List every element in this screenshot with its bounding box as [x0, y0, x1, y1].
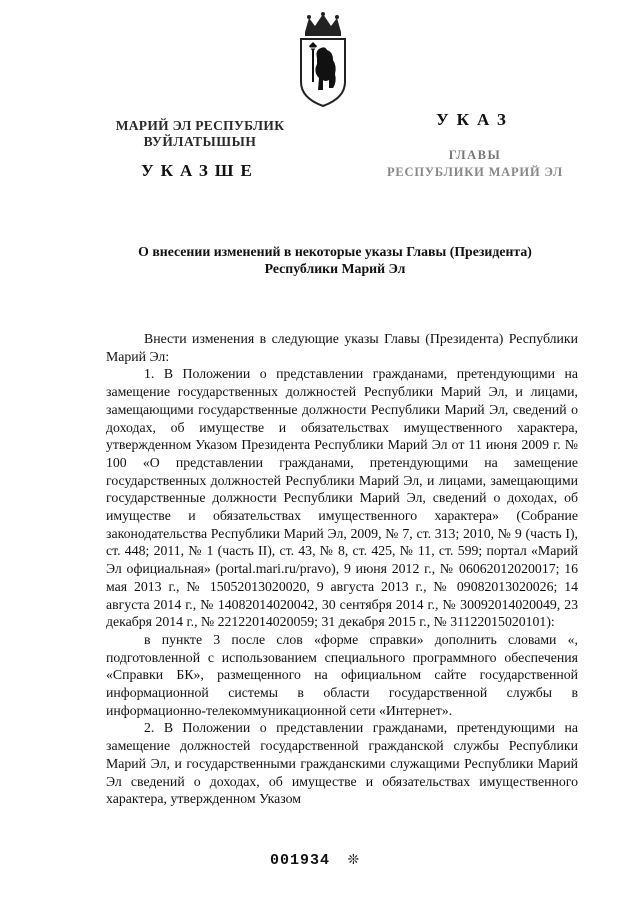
paragraph-item-1-change: в пункте 3 после слов «форме справки» дополнить словами «, подготовленной с использованием специального программного обеспечения «Справки БК», размещенного на официальном сайте государственной информационной системы в области государственной службы в информационно-телекоммуникационной сети «Интернет». [106, 631, 578, 718]
head-title-mari: ВУЙЛАТЫШЫН [143, 134, 257, 149]
document-title [100, 243, 570, 277]
decree-label: УКАЗ [436, 110, 514, 129]
decree-label-mari: УКАЗШЕ [141, 161, 259, 180]
serial-number-value: 001934 [270, 852, 331, 869]
asterisk-mark-icon: ❊ [348, 850, 360, 870]
head-title: ГЛАВЫ [448, 148, 502, 162]
title-line-1: О внесении изменений в некоторые указы Главы (Президента) [138, 244, 532, 259]
coat-of-arms-icon [295, 12, 351, 108]
republic-name-mari: МАРИЙ ЭЛ РЕСПУБЛИК [115, 118, 285, 133]
title-line-2: Республики Марий Эл [264, 261, 406, 276]
paragraph-item-2: 2. В Положении о представлении гражданами, претендующими на замещение должностей государственной гражданской службы Республики Марий Эл, и государственными гражданскими служащими Республики Марий Эл сведений о доходах, об имуществе и обязательствах имущественного характера, утвержденном Указом [106, 720, 578, 807]
document-body [106, 330, 578, 808]
left-header [90, 118, 310, 181]
republic-name: РЕСПУБЛИКИ МАРИЙ ЭЛ [386, 165, 564, 179]
serial-number [270, 848, 410, 870]
paragraph-intro: Внести изменения в следующие указы Главы (Президента) Республики Марий Эл: [106, 331, 578, 364]
right-header [360, 110, 590, 180]
paragraph-item-1: 1. В Положении о представлении гражданами, претендующими на замещение государственных должностей Республики Марий Эл, и лицами, замещающими государственные должности Республики Марий Эл, сведений о доходах, об имуществе и обязательствах имущественного характера, утвержденном Указом Президента Республики Марий Эл от 11 июня 2009 г. № 100 «О представлении гражданами, претендующими на замещение государственных должностей Республики Марий Эл, и лицами, замещающими государственные должности Республики Марий Эл, сведений о доходах, об имуществе и обязательствах имущественного характера» (Собрание законодательства Республики Марий Эл, 2009, № 7, ст. 313; 2010, № 9 (часть I), ст. 448; 2011, № 1 (часть II), ст. 43, № 8, ст. 425, № 11, ст. 599; портал «Марий Эл официальная» (portal.mari.ru/pravo), 9 июня 2012 г., № 06062012020017; 16 мая 2013 г., № 15052013020020, 9 августа 2013 г., № 09082013020026; 14 августа 2014 г., № 14082014020042, 30 сентября 2014 г., № 30092014020049, 23 декабря 2014 г., № 22122014020059; 31 декабря 2015 г., № 31122015020101): [106, 366, 578, 630]
